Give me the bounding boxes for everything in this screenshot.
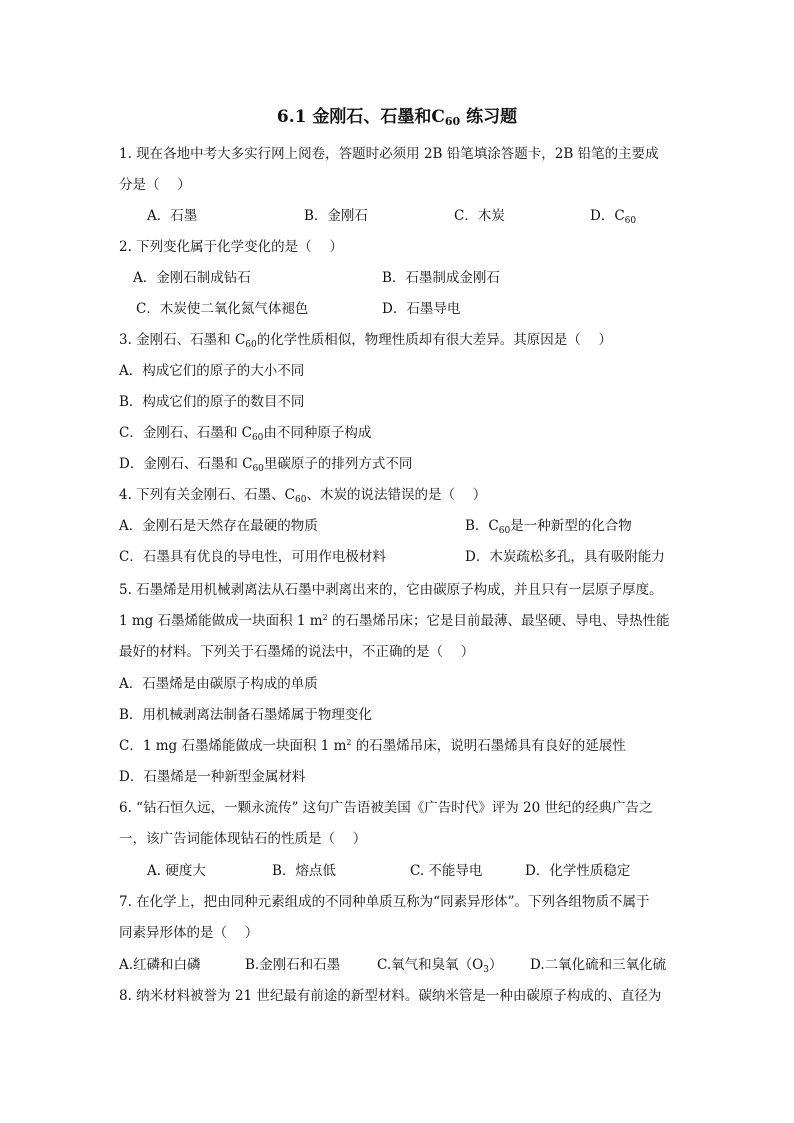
question-5-option-d: D．石墨烯是一种新型金属材料 <box>119 769 306 785</box>
question-3-stem: 3. 金刚石、石墨和 $C_{60}$的化学性质相似，物理性质却有很大差异。其原因是（ ） <box>119 332 613 350</box>
question-1-stem-line2: 分是（ ） <box>119 177 191 193</box>
question-4-option-a: A．金刚石是天然存在最硬的物质 <box>119 518 318 534</box>
question-4-stem: 4. 下列有关金刚石、石墨、$C_{60}$、木炭的说法错误的是（ ） <box>119 487 487 505</box>
question-5-stem-line2: 1 mg 石墨烯能做成一块面积 1 $m^2$ 的石墨烯吊床；它是目前最薄、最坚硬、导电、导热性能 <box>119 613 670 629</box>
question-3-option-b: B．构成它们的原子的数目不同 <box>119 394 305 410</box>
question-4-option-b: B．$C_{60}$是一种新型的化合物 <box>465 518 632 536</box>
question-8-stem-line1: 8. 纳米材料被誉为 21 世纪最有前途的新型材料。碳纳米管是一种由碳原子构成的、直径为 <box>119 988 662 1004</box>
title-suffix: 练习题 <box>460 107 518 127</box>
question-7-stem-line1: 7. 在化学上，把由同种元素组成的不同种单质互称为“同素异形体”。下列各组物质不属于 <box>119 894 650 910</box>
question-1-option-a: A．石墨 <box>147 208 198 224</box>
question-7-option-a: A.红磷和白磷 <box>119 957 201 973</box>
question-5-stem-line1: 5. 石墨烯是用机械剥离法从石墨中剥离出来的，它由碳原子构成，并且只有一层原子厚度。 <box>119 582 663 598</box>
page-title <box>0 104 794 135</box>
question-6-option-d: D．化学性质稳定 <box>525 863 631 879</box>
question-2-option-c: C．木炭使二氧化氮气体褪色 <box>136 301 309 317</box>
question-4-option-c: C．石墨具有优良的导电性，可用作电极材料 <box>119 549 386 565</box>
question-3-option-a: A．构成它们的原子的大小不同 <box>119 363 305 379</box>
question-7-option-b: B.金刚石和石墨 <box>245 957 341 973</box>
question-6-option-c: C. 不能导电 <box>410 863 483 879</box>
question-5-option-b: B．用机械剥离法制备石墨烯属于物理变化 <box>119 707 372 723</box>
question-3-option-d: D．金刚石、石墨和 $C_{60}$里碳原子的排列方式不同 <box>119 456 413 474</box>
question-2-option-b: B．石墨制成金刚石 <box>382 270 500 286</box>
question-2-option-a: A．金刚石制成钻石 <box>133 270 251 286</box>
question-5-stem-line3: 最好的材料。下列关于石墨烯的说法中，不正确的是（ ） <box>119 644 475 660</box>
question-1-option-b: B．金刚石 <box>304 208 368 224</box>
question-1-stem-line1: 1. 现在各地中考大多实行网上阅卷，答题时必须用 2B 铅笔填涂答题卡，2B 铅笔的主要成 <box>119 146 659 162</box>
question-5-option-a: A．石墨烯是由碳原子构成的单质 <box>119 676 318 692</box>
title-subscript: 60 <box>444 115 461 128</box>
question-2-option-d: D．石墨导电 <box>382 301 461 317</box>
question-6-option-b: B．熔点低 <box>272 863 336 879</box>
question-7-stem-line2: 同素异形体的是（ ） <box>119 925 259 941</box>
question-5-option-c: C．1 mg 石墨烯能做成一块面积 1 $m^2$ 的石墨烯吊床，说明石墨烯具有良好的延展性 <box>119 738 626 754</box>
question-7-option-c: C.氧气和臭氧$(O_3)$ <box>377 957 503 975</box>
question-6-option-a: A. 硬度大 <box>147 863 206 879</box>
question-7-option-d: D.二氧化硫和三氧化硫 <box>530 957 667 973</box>
question-1-option-c: C．木炭 <box>454 208 505 224</box>
question-1-option-d: D．$C_{60}$ <box>590 208 637 226</box>
question-2-stem: 2. 下列变化属于化学变化的是（ ） <box>119 239 343 255</box>
question-6-stem-line1: 6. “钻石恒久远，一颗永流传” 这句广告语被美国《广告时代》评为 20 世纪的经典广告之 <box>119 800 653 816</box>
question-6-stem-line2: 一，该广告词能体现钻石的性质是（ ） <box>119 831 367 847</box>
question-3-option-c: C．金刚石、石墨和 $C_{60}$由不同种原子构成 <box>119 425 372 443</box>
title-text: 6.1 金刚石、石墨和C <box>276 107 445 127</box>
question-4-option-d: D．木炭疏松多孔，具有吸附能力 <box>465 549 665 565</box>
